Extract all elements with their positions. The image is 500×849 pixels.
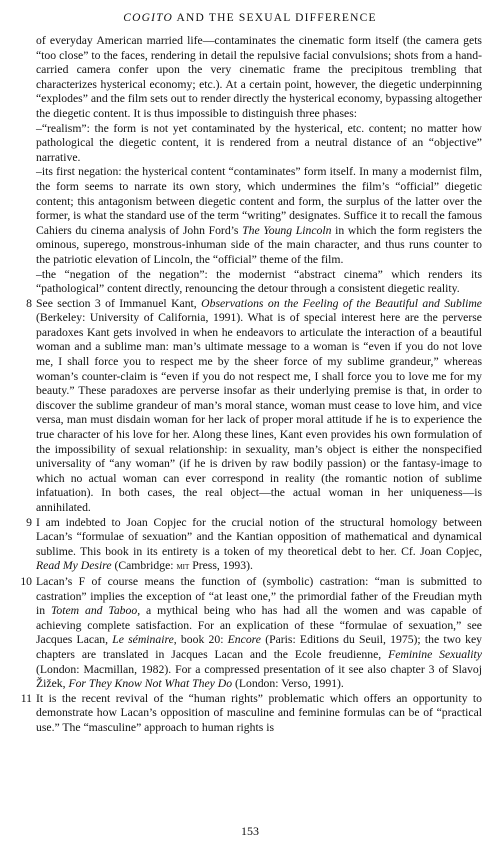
note-11 (18, 692, 482, 736)
note-8 (18, 297, 482, 516)
note-8-number: 8 (26, 296, 32, 310)
phase-negation-of-negation (18, 268, 482, 297)
note-9 (18, 516, 482, 575)
phase-negation-of-negation-text: –the “negation of the negation”: the modernist “abstract cinema” which renders its “pathological” content directly, renouncing the detour through a consistent diegetic reality. (36, 267, 482, 296)
continued-text-1: of everyday American married life—contaminates the cinematic form itself (the camera gets “too close” to the faces, rendering in detail the repulsive facial convulsions; shots from a hand-carried camera confer upon the very cinematic frame the precipitous trembling that characterizes hysterical economy; etc.). At a certain point, however, the diegetic underpinning “explodes” and the film sets out to render directly the hysterical economy, bypassing altogether the diegetic content. It is thus impossible to distinguish three phases: (36, 34, 482, 120)
notes-body (18, 34, 482, 736)
phase-first-negation (18, 165, 482, 267)
note-10-title-for-they-know: For They Know Not What They Do (68, 677, 233, 691)
page-number: 153 (241, 824, 259, 838)
phase-realism-text: –“realism”: the form is not yet contaminated by the hysterical, etc. content; no matter how pathological the diegetic content, it is rendered from a neutral distance of an “objective” narrative. (36, 121, 482, 164)
phase-first-negation-text-b: in which the form registers the ominous, superego, monstrous-inhuman side of the main character, and thus runs counter to the patriotic elevation of Lincoln, the “official” theme of the film. (36, 223, 482, 266)
note-10-text-e: (London: Macmillan, 1982). For a compressed presentation of it see also chapter 3 of Slavoj Žižek, (36, 662, 482, 691)
note-10-text-b: , a mythical being who has had all the women and was capable of achieving complete satisfaction. For an explication of these “formulae of sexuation,” see Jacques Lacan, (36, 604, 482, 647)
note-11-text-a: It is the recent revival of the “human rights” problematic which offers an opportunity to demonstrate how Lacan’s opposition of masculine and feminine formulas can be of “practical use.” The “masculine” approach to human rights is (36, 691, 482, 734)
running-head (18, 12, 482, 24)
continued-paragraph-1 (18, 34, 482, 122)
note-8-book-title: Observations on the Feeling of the Beautiful and Sublime (201, 296, 482, 310)
phase-realism (18, 122, 482, 166)
note-10-title-encore: Encore (227, 633, 261, 647)
note-10-text-d: (Paris: Editions du Seuil, 1975); the two key chapters are translated in Jacques Lacan and the Ecole freudienne, (36, 633, 482, 661)
note-10-title-seminaire: Le séminaire (112, 633, 174, 647)
note-9-number: 9 (26, 515, 32, 529)
note-9-press: mit (176, 561, 190, 573)
note-9-text-b: (Cambridge: (111, 559, 177, 573)
note-11-number: 11 (20, 691, 32, 705)
note-9-book-title: Read My Desire (36, 559, 112, 573)
film-title: The Young Lincoln (242, 223, 332, 237)
note-8-text-b: (Berkeley: University of California, 1991). What is of special interest here are the perverse paradoxes Kant gets involved in when he endeavors to articulate the interaction of a beautiful woman and a sublime man: man’s ultimate message to a woman is “even if you do not love me, I shall force you to respect me by the sheer force of my sublime grandeur,” whereas woman’s counter-claim is “even if you do not respect me, I shall force you to love me for my beauty.” These paradoxes are perverse insofar as their underlying premise is that, in order to discover the sublime grandeur of man’s moral stance, woman must cease to love him, and vice versa, man must disdain woman for her lack of proper moral attitude if he is to experience the true character of his love for her. Along these lines, Kant even provides his own formulation of the impossibility of sexual relationship: in sexuality, man’s object is either the nonspecified universality of “any woman” (if he is driven by raw bodily passion) or the fantasy-image to which no actual woman can ever correspond in reality (the romantic notion of sublime infatuation). In both cases, the real object—the actual woman in her uniqueness—is annihilated. (36, 311, 482, 514)
note-9-text-c: Press, 1993). (189, 559, 253, 573)
note-10-title-feminine: Feminine Sexuality (388, 647, 482, 661)
note-10-title-totem: Totem and Taboo (50, 604, 138, 618)
note-10-text-f: (London: Verso, 1991). (232, 677, 344, 691)
note-10-text-a: Lacan’s F of course means the function of (symbolic) castration: “man is submitted to castration” implies the exception of “at least one,” the primordial father of the Freudian myth in (36, 574, 482, 618)
note-10-text-c: , book 20: (173, 633, 228, 647)
note-10-number: 10 (20, 574, 32, 588)
note-8-text-a: See section 3 of Immanuel Kant, (36, 296, 202, 310)
note-9-text-a: I am indebted to Joan Copjec for the crucial notion of the structural homology between Lacan’s “formulae of sexuation” and the Kantian opposition of mathematical and dynamical sublime. This book in its entirety is a token of my theoretical debt to her. Cf. Joan Copjec, (36, 515, 482, 558)
running-head-cogito: COGITO (123, 12, 174, 24)
note-10 (18, 575, 482, 692)
phase-first-negation-text-a: –its first negation: the hysterical content “contaminates” form itself. In many a modernist film, the form seems to narrate its own story, which undermines the film’s “official” diegetic content; this antagonism between diegetic content and form, the surplus of the latter over the former, is what the standard use of the term “writing” designates. Suffice it to recall the famous Cahiers du cinema analysis of John Ford’s (36, 165, 482, 237)
running-head-rest: AND THE SEXUAL DIFFERENCE (173, 12, 377, 24)
